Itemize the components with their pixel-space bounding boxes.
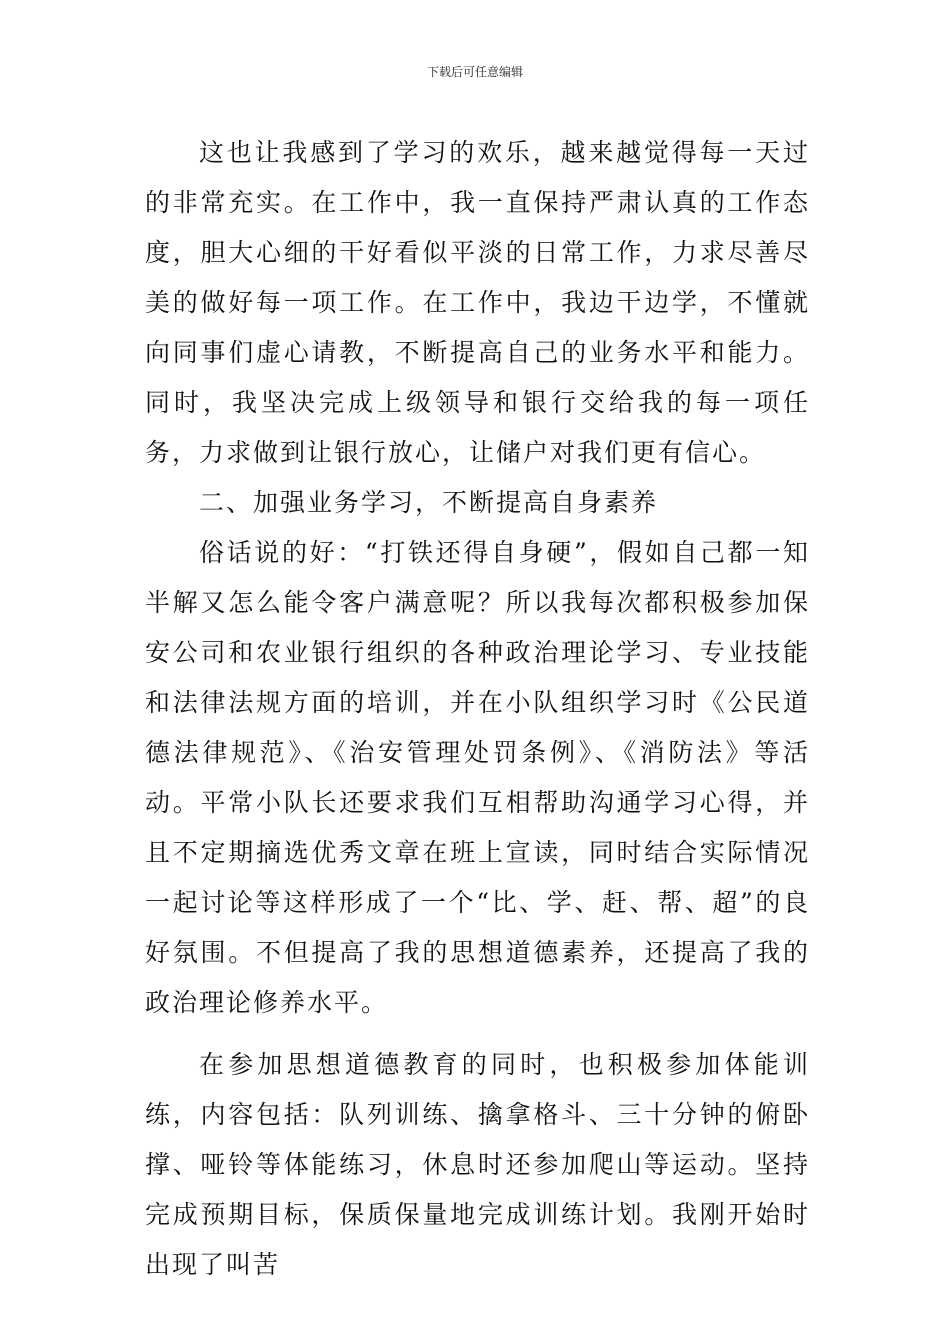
page-header: 下载后可任意编辑 (426, 65, 523, 79)
paragraph-physical-training: 在参加思想道德教育的同时，也积极参加体能训练，内容包括：队列训练、擒拿格斗、三十分钟的俯卧撑、哑铃等体能练习，休息时还参加爬山等运动。坚持完成预期目标，保质保量地完成训练计划。我刚开始时出现了叫苦 (145, 1050, 810, 1279)
paragraph-study-joy: 这也让我感到了学习的欢乐，越来越觉得每一天过的非常充实。在工作中，我一直保持严肃认真的工作态度，胆大心细的干好看似平淡的日常工作，力求尽善尽美的做好每一项工作。在工作中，我边干边学，不懂就向同事们虚心请教，不断提高自己的业务水平和能力。同时，我坚决完成上级领导和银行交给我的每一项任务，力求做到让银行放心，让储户对我们更有信心。 (145, 138, 810, 467)
document-body (145, 128, 810, 1290)
section-heading-business-study: 二、加强业务学习，不断提高自身素养 (199, 488, 659, 517)
paragraph-self-improvement: 俗话说的好：“打铁还得自身硬”，假如自己都一知半解又怎么能令客户满意呢？所以我每次都积极参加保安公司和农业银行组织的各种政治理论学习、专业技能和法律法规方面的培训，并在小队组织学习时《公民道德法律规范》、《治安管理处罚条例》、《消防法》等活动。平常小队长还要求我们互相帮助沟通学习心得，并且不定期摘选优秀文章在班上宣读，同时结合实际情况一起讨论等这样形成了一个“比、学、赶、帮、超”的良好氛围。不但提高了我的思想道德素养，还提高了我的政治理论修养水平。 (145, 538, 810, 1017)
